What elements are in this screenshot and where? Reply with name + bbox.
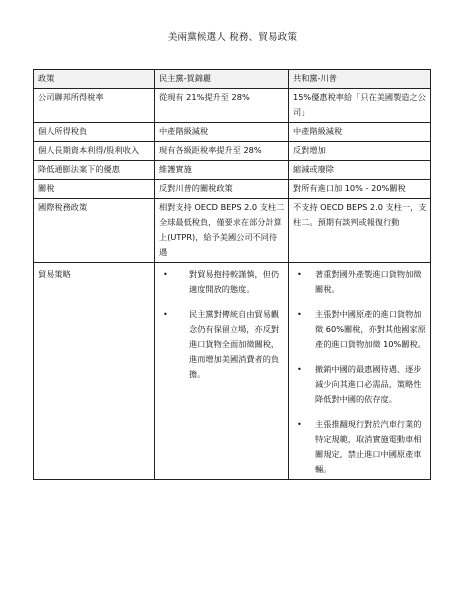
row-label: 貿易策略 (34, 263, 155, 480)
table-row (34, 123, 431, 142)
list-item: • 主張推翻現行對於汽車行業的特定規範，取消實施電動車相關規定，禁止進口中國原產車輛。 (297, 419, 422, 474)
republican-cell: 不支持 OECD BEPS 2.0 支柱一，支柱二。預期有談判或報復行動 (289, 199, 431, 263)
row-label: 降低通膨法案下的優惠 (34, 161, 155, 180)
row-label: 關稅 (34, 180, 155, 199)
republican-cell: 反對增加 (289, 142, 431, 161)
table-row (34, 199, 431, 263)
bullet-icon: • (163, 309, 168, 319)
republican-cell: 15%優惠稅率給「只在美國製造之公司」 (289, 89, 431, 123)
table-row-trade (34, 263, 431, 480)
list-item: • 民主黨對傳統自由貿易觀念仍有保留立場，亦反對進口貨物全面加徵關稅，進而增加美國消費者的負擔。 (163, 309, 280, 379)
table-row (34, 142, 431, 161)
row-label: 公司聯邦所得稅率 (34, 89, 155, 123)
democrat-cell: 中產階級減稅 (155, 123, 289, 142)
bullet-icon: • (297, 364, 302, 374)
list-item: • 撤銷中國的最惠國待遇、逐步減少向其進口必需品，策略性降低對中國的依存度。 (297, 364, 422, 404)
bullet-icon: • (297, 419, 302, 429)
democrat-cell: 相對支持 OECD BEPS 2.0 支柱二全球最低稅負，僅要求在部分計算上(UTPR)，給予美國公司不同待遇 (155, 199, 289, 263)
header-republican: 共和黨-川普 (289, 70, 431, 89)
list-item: • 對貿易抱持較謹慎，但仍適度開放的態度。 (163, 269, 280, 294)
policy-comparison-table (33, 69, 431, 480)
democrat-cell: 現有各級距稅率提升至 28% (155, 142, 289, 161)
democrat-trade-list (159, 267, 285, 382)
democrat-cell: 從現有 21%提升至 28% (155, 89, 289, 123)
table-row (34, 89, 431, 123)
list-item: • 主張對中國原產的進口貨物加徵 60%關稅，亦對其他國家原產的進口貨物加徵 10%關稅。 (297, 309, 426, 349)
row-label: 個人長期資本利得/股利收入 (34, 142, 155, 161)
republican-cell: 縮減或廢除 (289, 161, 431, 180)
democrat-cell: 維護實施 (155, 161, 289, 180)
table-row (34, 180, 431, 199)
republican-cell (289, 263, 431, 480)
republican-cell: 中產階級減稅 (289, 123, 431, 142)
document-title: 美兩黨候選人 稅務、貿易政策 (167, 32, 298, 43)
bullet-icon: • (163, 269, 168, 279)
republican-cell: 對所有進口加 10% - 20%關稅 (289, 180, 431, 199)
table-row (34, 161, 431, 180)
header-policy: 政策 (34, 70, 155, 89)
list-item: • 著重對國外產製進口貨物加徵關稅。 (297, 269, 422, 294)
row-label: 個人所得稅負 (34, 123, 155, 142)
republican-trade-list (293, 267, 427, 477)
header-democrat: 民主黨-賀錦麗 (155, 70, 289, 89)
row-label: 國際稅務政策 (34, 199, 155, 263)
bullet-icon: • (297, 269, 302, 279)
democrat-cell: 反對川普的關稅政策 (155, 180, 289, 199)
democrat-cell (155, 263, 289, 480)
bullet-icon: • (297, 309, 302, 319)
table-header-row (34, 70, 431, 89)
